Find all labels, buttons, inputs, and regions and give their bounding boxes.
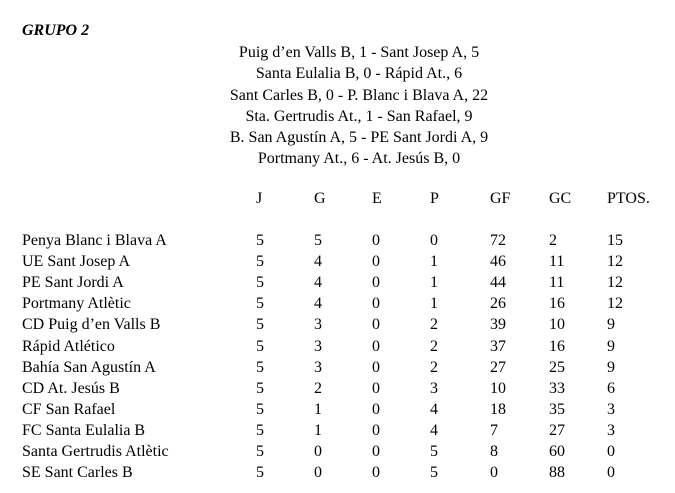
- stat-cell: 2: [430, 358, 438, 376]
- match-result: B. San Agustín A, 5 - PE Sant Jordi A, 9: [229, 129, 489, 147]
- stat-cell: 25: [549, 358, 565, 376]
- team-name: Rápid Atlético: [22, 337, 115, 355]
- group-title: GRUPO 2: [22, 22, 90, 39]
- stat-cell: 0: [607, 464, 615, 482]
- stat-cell: 1: [430, 295, 438, 313]
- stat-cell: 72: [490, 232, 506, 249]
- column-header: E: [372, 190, 382, 207]
- stat-cell: 5: [256, 232, 264, 249]
- stat-cell: 9: [607, 337, 615, 355]
- stat-cell: 5: [256, 443, 264, 460]
- stat-cell: 9: [607, 358, 615, 376]
- stat-cell: 35: [549, 400, 565, 418]
- stat-cell: 5: [256, 253, 264, 271]
- stat-cell: 4: [314, 253, 322, 271]
- stat-cell: 5: [256, 358, 264, 376]
- team-name: CD At. Jesús B: [22, 379, 120, 397]
- stat-cell: 9: [607, 316, 615, 334]
- team-name: SE Sant Carles B: [22, 464, 133, 482]
- stat-cell: 26: [490, 295, 506, 313]
- stat-cell: 3: [607, 400, 615, 418]
- stat-cell: 0: [490, 464, 498, 482]
- stat-cell: 0: [372, 464, 380, 482]
- team-name: UE Sant Josep A: [22, 253, 130, 271]
- stat-cell: 2: [430, 337, 438, 355]
- stat-cell: 0: [372, 337, 380, 355]
- stat-cell: 2: [549, 232, 557, 249]
- stat-cell: 11: [549, 274, 565, 292]
- stat-cell: 5: [314, 232, 322, 249]
- stat-cell: 3: [314, 316, 322, 334]
- team-name: CF San Rafael: [22, 400, 116, 418]
- team-name: Bahía San Agustín A: [22, 358, 156, 376]
- stat-cell: 0: [314, 443, 322, 460]
- stat-cell: 5: [256, 464, 264, 482]
- match-result: Puig d’en Valls B, 1 - Sant Josep A, 5: [238, 44, 480, 61]
- stat-cell: 46: [490, 253, 506, 271]
- stat-cell: 5: [256, 421, 264, 439]
- stat-cell: 1: [314, 400, 322, 418]
- stat-cell: 0: [372, 379, 380, 397]
- stat-cell: 60: [549, 443, 565, 460]
- stat-cell: 5: [256, 379, 264, 397]
- stat-cell: 16: [549, 295, 565, 313]
- stat-cell: 0: [372, 295, 380, 313]
- team-name: Penya Blanc i Blava A: [22, 232, 167, 249]
- stat-cell: 3: [430, 379, 438, 397]
- stat-cell: 5: [256, 316, 264, 334]
- stat-cell: 0: [372, 232, 380, 249]
- stat-cell: 16: [549, 337, 565, 355]
- stat-cell: 88: [549, 464, 565, 482]
- stat-cell: 0: [430, 232, 438, 249]
- stat-cell: 0: [372, 358, 380, 376]
- stat-cell: 2: [314, 379, 322, 397]
- stat-cell: 4: [430, 400, 438, 418]
- stat-cell: 39: [490, 316, 506, 334]
- stat-cell: 7: [490, 421, 498, 439]
- stat-cell: 5: [256, 400, 264, 418]
- stat-cell: 0: [372, 253, 380, 271]
- stat-cell: 27: [490, 358, 506, 376]
- stat-cell: 10: [490, 379, 506, 397]
- match-result: Portmany At., 6 - At. Jesús B, 0: [257, 150, 461, 168]
- stat-cell: 12: [607, 274, 623, 292]
- stat-cell: 37: [490, 337, 506, 355]
- stat-cell: 5: [430, 464, 438, 482]
- stat-cell: 3: [314, 358, 322, 376]
- team-name: CD Puig d’en Valls B: [22, 316, 161, 334]
- stat-cell: 3: [314, 337, 322, 355]
- stat-cell: 27: [549, 421, 565, 439]
- stat-cell: 4: [314, 274, 322, 292]
- stat-cell: 5: [256, 274, 264, 292]
- stat-cell: 12: [607, 295, 623, 313]
- match-result: Sta. Gertrudis At., 1 - San Rafael, 9: [245, 107, 473, 125]
- stat-cell: 1: [430, 253, 438, 271]
- stat-cell: 1: [430, 274, 438, 292]
- match-result: Santa Eulalia B, 0 - Rápid At., 6: [255, 65, 463, 83]
- team-name: FC Santa Eulalia B: [22, 421, 146, 439]
- stat-cell: 10: [549, 316, 565, 334]
- column-header: PTOS.: [607, 190, 650, 207]
- team-name: Santa Gertrudis Atlètic: [22, 443, 169, 460]
- team-name: Portmany Atlètic: [22, 295, 131, 313]
- stat-cell: 5: [256, 295, 264, 313]
- stat-cell: 2: [430, 316, 438, 334]
- stat-cell: 4: [430, 421, 438, 439]
- stat-cell: 44: [490, 274, 506, 292]
- match-result: Sant Carles B, 0 - P. Blanc i Blava A, 22: [229, 86, 489, 104]
- stat-cell: 0: [607, 443, 615, 460]
- team-name: PE Sant Jordi A: [22, 274, 124, 292]
- stat-cell: 0: [372, 443, 380, 460]
- column-header: GC: [549, 190, 572, 207]
- stat-cell: 0: [372, 316, 380, 334]
- stat-cell: 0: [314, 464, 322, 482]
- stat-cell: 8: [490, 443, 498, 460]
- column-header: G: [314, 190, 326, 207]
- stat-cell: 0: [372, 400, 380, 418]
- stat-cell: 0: [372, 274, 380, 292]
- stat-cell: 33: [549, 379, 565, 397]
- column-header: GF: [490, 190, 511, 207]
- stat-cell: 0: [372, 421, 380, 439]
- stat-cell: 4: [314, 295, 322, 313]
- stat-cell: 15: [607, 232, 623, 249]
- stat-cell: 5: [430, 443, 438, 460]
- stat-cell: 12: [607, 253, 623, 271]
- stat-cell: 18: [490, 400, 506, 418]
- stat-cell: 11: [549, 253, 565, 271]
- column-header: P: [430, 190, 439, 207]
- column-header: J: [256, 190, 263, 207]
- stat-cell: 3: [607, 421, 615, 439]
- stat-cell: 5: [256, 337, 264, 355]
- stat-cell: 6: [607, 379, 615, 397]
- stat-cell: 1: [314, 421, 322, 439]
